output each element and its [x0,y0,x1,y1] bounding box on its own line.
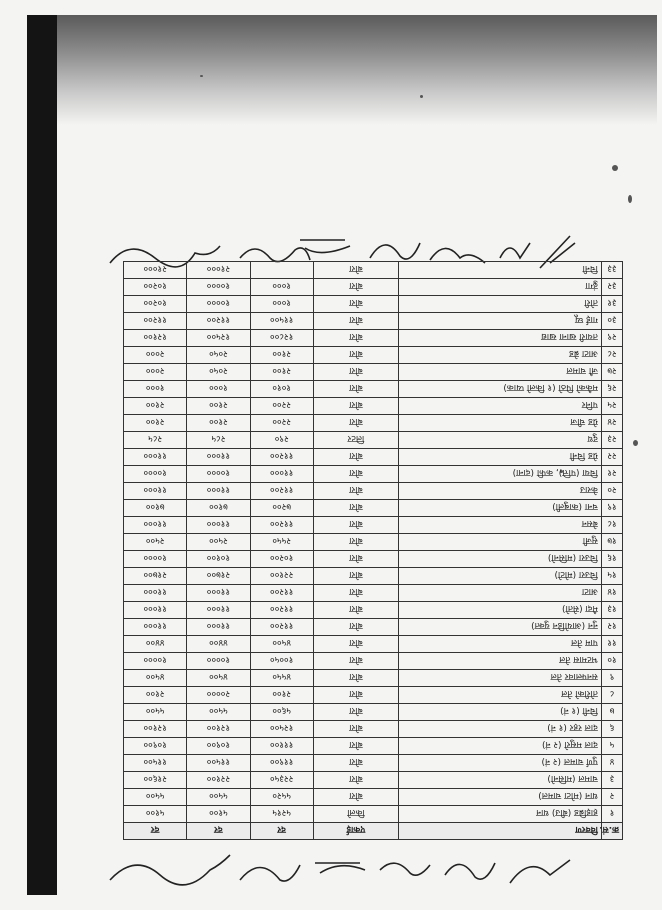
ledger-row [124,466,623,483]
row-value-3: ४५०० [124,670,187,687]
row-value-3: १०००० [124,653,187,670]
row-unit: बोरा [313,313,398,330]
row-value-2: ४५०० [187,670,250,687]
row-value-2: २१७०० [187,568,250,585]
row-unit: बोरा [313,398,398,415]
ledger-row [124,772,623,789]
ledger-body [124,262,623,823]
row-value-2: २८५ [187,432,250,449]
row-value-2: ११००० [187,449,250,466]
ledger-row [124,755,623,772]
row-sn: १५ [601,568,622,585]
row-value-2: ५५०० [187,789,250,806]
row-value-1: ११००० [250,466,313,483]
ledger-row [124,500,623,517]
row-value-1: २९० [250,432,313,449]
row-sn: ३१ [601,296,622,313]
row-name: चिया (पत्ति), कफी (दाना) [399,466,602,483]
row-value-2: १२५०० [187,330,250,347]
row-unit: बोरा [313,789,398,806]
row-value-3: २१०० [124,687,187,704]
row-value-1: २२०० [250,415,313,432]
row-name: नुन (आयोडिन युक्त) [399,619,602,636]
row-name: चामल (मसिनो) [399,772,602,789]
row-value-2: २५०० [187,534,250,551]
scan-speck [628,195,632,203]
row-value-3: ५१०० [124,806,187,823]
row-value-1: ११२०० [250,483,313,500]
row-value-3: १०९०० [124,738,187,755]
row-value-3: ११००० [124,619,187,636]
row-name: बेसन [399,517,602,534]
row-name: चिनी [399,262,602,279]
ledger-row [124,313,623,330]
row-unit: बोरा [313,585,398,602]
row-sn: ५ [601,738,622,755]
row-sn: ८ [601,687,622,704]
row-value-3: १०००० [124,551,187,568]
scan-speck [420,95,423,98]
ledger-row [124,296,623,313]
ledger-row [124,381,623,398]
row-value-3: २८५ [124,432,187,449]
scan-speck [612,165,618,171]
row-value-1: ४५०० [250,636,313,653]
header-v1: दर [250,823,313,840]
ledger-row [124,262,623,279]
row-name: सनफ्लावर तेल [399,670,602,687]
header-v2: दर [187,823,250,840]
scanner-edge-bar [27,15,57,895]
row-unit: बोरा [313,449,398,466]
row-unit: बोरा [313,653,398,670]
row-name: पुर्ण चामल (२ नं) [399,755,602,772]
row-value-1: २१०० [250,364,313,381]
row-value-3: २००० [124,347,187,364]
row-sn: २९ [601,330,622,347]
row-sn: ११ [601,636,622,653]
row-value-3: ११००० [124,517,187,534]
row-unit: बोरा [313,619,398,636]
row-value-2: ११००० [187,602,250,619]
ledger-row [124,619,623,636]
row-name: चिनी (१ नं) [399,704,602,721]
row-sn: २२ [601,449,622,466]
row-unit: बोरा [313,279,398,296]
scan-shadow [57,15,657,125]
row-value-3: २५०० [124,534,187,551]
row-value-1: ५२१५ [250,806,313,823]
row-value-2: ११००० [187,619,250,636]
row-sn: १० [601,653,622,670]
row-value-2: ११००० [187,517,250,534]
row-value-2: ११२०० [187,313,250,330]
row-sn: १४ [601,585,622,602]
row-sn: १२ [601,619,622,636]
ledger-row [124,398,623,415]
row-sn: २४ [601,415,622,432]
row-name: हाइब्रिड (बीउ) धान [399,806,602,823]
row-unit: बोरा [313,500,398,517]
ledger-row [124,415,623,432]
row-value-1: १००० [250,296,313,313]
row-value-2: १०००० [187,653,250,670]
row-name: पाम तेल [399,636,602,653]
header-unit: एकाई [313,823,398,840]
row-value-1: १२५०० [250,721,313,738]
row-value-2: ४४०० [187,636,250,653]
header-v3: दर [124,823,187,840]
row-value-1: ११५०० [250,313,313,330]
row-unit: बोरा [313,262,398,279]
row-sn: २३ [601,432,622,449]
row-sn: १८ [601,517,622,534]
row-value-3: २१०० [124,415,187,432]
row-sn: ९ [601,670,622,687]
row-unit: बोरा [313,483,398,500]
row-value-1 [250,262,313,279]
row-value-3: १०२०० [124,279,187,296]
row-unit: बोरा [313,551,398,568]
row-value-2: २२१०० [187,772,250,789]
row-unit: बोरा [313,687,398,704]
ledger-row [124,551,623,568]
row-sn: ३३ [601,262,622,279]
row-sn: ४ [601,755,622,772]
row-unit: बोरा [313,704,398,721]
row-value-2: १०९०० [187,738,250,755]
row-unit: बोरा [313,636,398,653]
row-value-3: १०००० [124,466,187,483]
row-value-2: २०००० [187,687,250,704]
row-name: ग्रेड चीज [399,415,602,432]
ledger-row [124,483,623,500]
row-name: ग्रेड चिनी [399,449,602,466]
row-name: मैदा (सेतो) [399,602,602,619]
row-sn: १९ [601,500,622,517]
row-value-2: १०००० [187,279,250,296]
row-unit: बोरा [313,721,398,738]
ledger-table [123,261,623,840]
row-value-1: २१०० [250,347,313,364]
row-value-2: ११००० [187,585,250,602]
row-value-3: ४४०० [124,636,187,653]
row-name: गाई घ्यू [399,313,602,330]
row-value-2: २०५० [187,347,250,364]
row-value-2: १०१०० [187,551,250,568]
row-value-2: ५१०० [187,806,250,823]
row-value-3: २१००० [124,262,187,279]
row-unit: बोरा [313,670,398,687]
row-name: चिउरा (मसिनो) [399,551,602,568]
row-name: चिउरा (मोटो) [399,568,602,585]
ledger-row [124,670,623,687]
row-value-2: २१००० [187,262,250,279]
row-value-3: ११२०० [124,313,187,330]
row-unit: बोरा [313,517,398,534]
row-value-2: २१०० [187,415,250,432]
row-unit: बोरा [313,772,398,789]
row-name: धान (मोटा चामल) [399,789,602,806]
ledger-row [124,585,623,602]
row-sn: ६ [601,721,622,738]
row-value-2: ११००० [187,483,250,500]
row-value-1: २२०० [250,398,313,415]
row-name: दुध [399,432,602,449]
row-unit: बोरा [313,415,398,432]
row-unit: बोरा [313,602,398,619]
row-sn: २१ [601,466,622,483]
row-sn: ७ [601,704,622,721]
row-value-3: ११००० [124,602,187,619]
row-value-3: २१०० [124,398,187,415]
row-unit: किलो [313,806,398,823]
row-value-3: १२१०० [124,721,187,738]
row-value-1: ११२०० [250,619,313,636]
ledger-row [124,687,623,704]
ledger-row [124,602,623,619]
row-unit: बोरा [313,568,398,585]
ledger-row [124,738,623,755]
row-value-3: २००० [124,364,187,381]
ledger-row [124,432,623,449]
row-value-3: २१७०० [124,568,187,585]
row-name: भटमास तेल [399,653,602,670]
row-unit: लिटर [313,432,398,449]
scan-speck [200,75,203,77]
row-value-2: ५५०० [187,704,250,721]
row-value-2: १००० [187,381,250,398]
ledger-row [124,636,623,653]
ledger-row [124,449,623,466]
row-name: आटा ब्रेड [399,347,602,364]
row-sn: १७ [601,534,622,551]
ledger-row [124,568,623,585]
row-sn: १३ [601,602,622,619]
row-sn: १६ [601,551,622,568]
ledger-row [124,704,623,721]
row-value-3: १२१०० [124,330,187,347]
row-value-1: २१०० [250,687,313,704]
row-sn: २६ [601,381,622,398]
ledger-row [124,364,623,381]
row-sn: ३० [601,313,622,330]
row-value-1: ५५२० [250,789,313,806]
row-name: तोरीको तेल [399,687,602,704]
ledger-row [124,534,623,551]
row-name: सुजी [399,534,602,551]
row-value-2: ११५०० [187,755,250,772]
header-name: विवरण [399,823,602,840]
row-sn: २७ [601,364,622,381]
row-unit: बोरा [313,738,398,755]
row-value-1: १००० [250,279,313,296]
row-name: पनिर [399,398,602,415]
row-name: दाल रहर (१ नं) [399,721,602,738]
row-value-3: ११००० [124,449,187,466]
row-value-2: ७१०० [187,500,250,517]
row-value-1: ११२०० [250,449,313,466]
row-value-2: २१०० [187,398,250,415]
ledger-header-row [124,823,623,840]
ledger-row [124,279,623,296]
row-value-3: ५५०० [124,704,187,721]
header-sn: क्र.सं. [601,823,622,840]
row-value-3: ५५०० [124,789,187,806]
ledger-row [124,347,623,364]
row-unit: बोरा [313,466,398,483]
row-value-1: ७२०० [250,500,313,517]
row-value-1: १११०० [250,738,313,755]
row-sn: २ [601,789,622,806]
row-value-1: २२१०० [250,568,313,585]
row-sn: २५ [601,398,622,415]
ledger-row [124,330,623,347]
ledger-sheet [123,263,623,840]
row-value-1: ११९०० [250,755,313,772]
row-unit: बोरा [313,381,398,398]
row-name: तोरी [399,296,602,313]
row-value-1: २२३५० [250,772,313,789]
row-value-3: ११५०० [124,755,187,772]
signatures-bottom [100,845,580,890]
ledger-row [124,721,623,738]
row-value-2: १२१०० [187,721,250,738]
ledger-row [124,517,623,534]
row-unit: बोरा [313,755,398,772]
row-value-2: १०००० [187,296,250,313]
ledger-row [124,789,623,806]
row-unit: बोरा [313,296,398,313]
row-value-1: ११२०० [250,585,313,602]
ledger-row [124,806,623,823]
row-name: केराउ [399,483,602,500]
row-name: चना (काबुली) [399,500,602,517]
row-value-1: १०२०० [250,551,313,568]
row-value-1: ४५५० [250,670,313,687]
row-name: जौ चामल [399,364,602,381]
row-value-1: २५५० [250,534,313,551]
row-name: मकैको पिठो (१ किलो प्याक) [399,381,602,398]
row-value-1: ११२०० [250,517,313,534]
row-name: आटा [399,585,602,602]
row-sn: १ [601,806,622,823]
row-value-1: १२८०० [250,330,313,347]
row-sn: ३२ [601,279,622,296]
row-value-1: १०१० [250,381,313,398]
ledger-row [124,653,623,670]
row-unit: बोरा [313,330,398,347]
row-value-1: ५६०० [250,704,313,721]
row-value-3: ७१०० [124,500,187,517]
row-sn: ३ [601,772,622,789]
row-name: तयारी खाना खाद्य [399,330,602,347]
row-value-2: २०५० [187,364,250,381]
scan-speck [633,440,638,446]
signature-scribbles-bottom [100,845,580,890]
row-unit: बोरा [313,364,398,381]
row-value-3: ११००० [124,585,187,602]
row-value-1: १००५० [250,653,313,670]
row-value-3: १०२०० [124,296,187,313]
row-value-2: १०००० [187,466,250,483]
row-value-3: १००० [124,381,187,398]
row-value-1: ११२०० [250,602,313,619]
row-sn: २० [601,483,622,500]
row-unit: बोरा [313,347,398,364]
row-value-3: २१६०० [124,772,187,789]
row-name: दाल मसुरो (२ नं) [399,738,602,755]
row-sn: २८ [601,347,622,364]
row-name: ढुंगा [399,279,602,296]
row-unit: बोरा [313,534,398,551]
row-value-3: ११००० [124,483,187,500]
